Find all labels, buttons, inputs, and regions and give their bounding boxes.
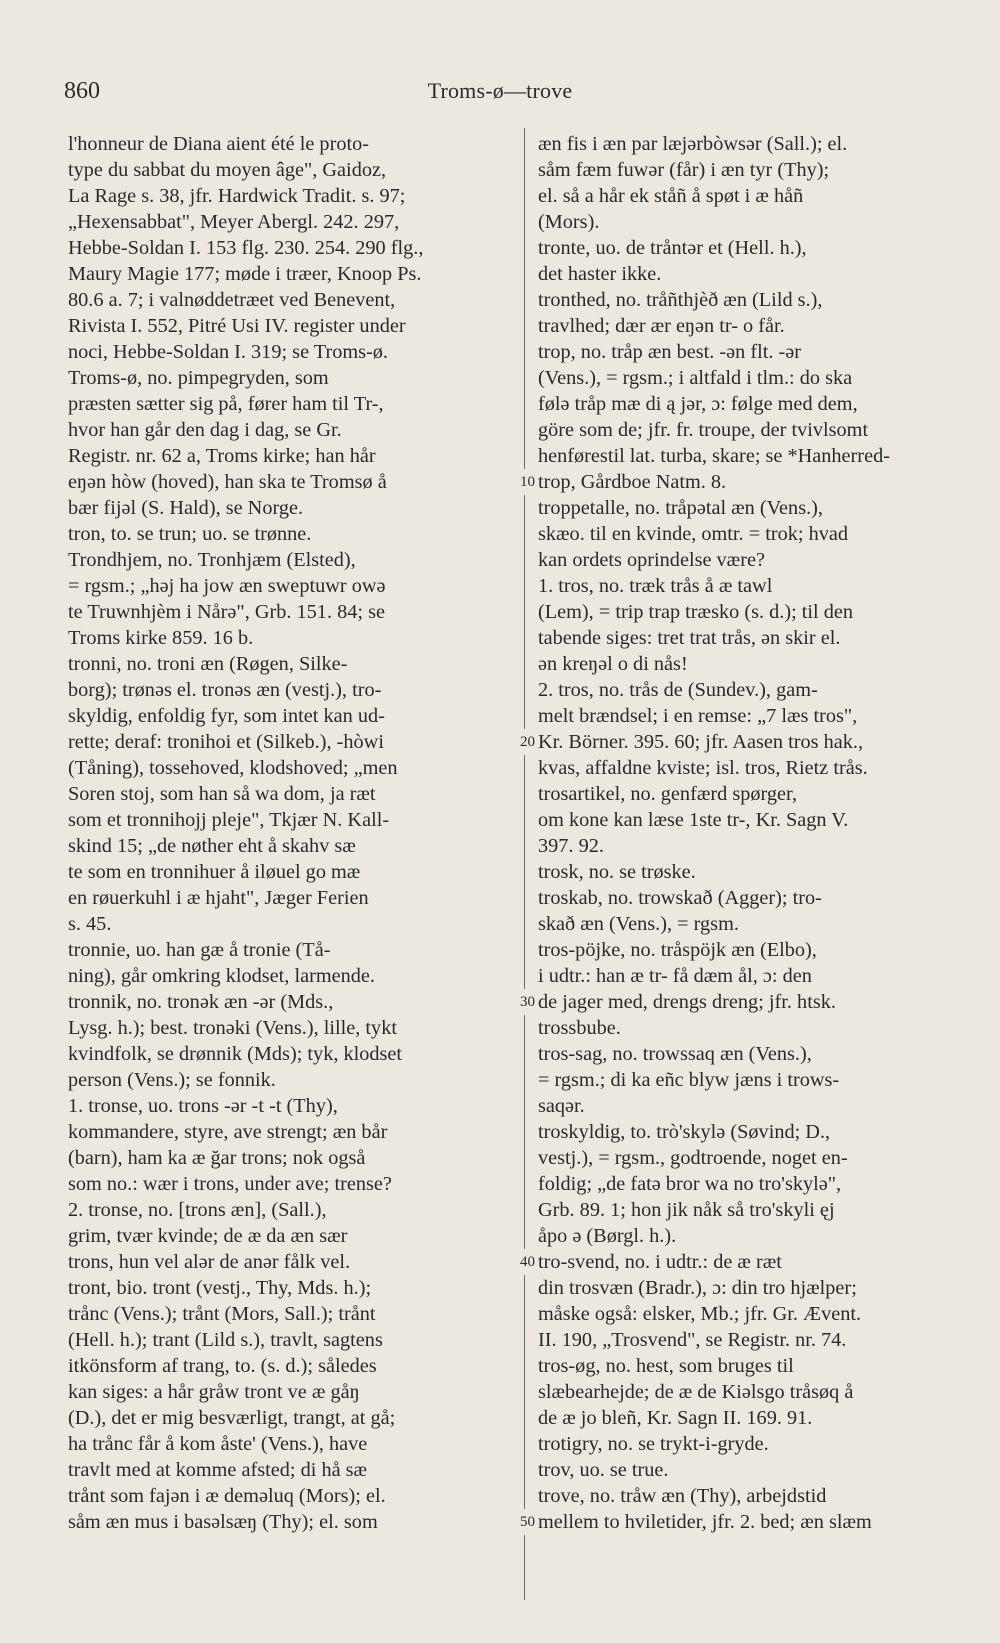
right-column-line: 397. 92.: [538, 835, 604, 857]
left-column-line: = rgsm.; „həj ha jow æn sweptuwr owə: [68, 575, 386, 597]
left-column-line: trånc (Vens.); trånt (Mors, Sall.); trånt: [68, 1303, 376, 1325]
right-column-line: tro-svend, no. i udtr.: de æ ræt: [538, 1251, 782, 1273]
left-column-line: ha trånc får å kom åste' (Vens.), have: [68, 1433, 368, 1455]
right-column-line: vestj.), = rgsm., godtroende, noget en-: [538, 1147, 848, 1169]
right-column-line: slæbearhejde; de æ de Kiəlsgo tråsøq å: [538, 1381, 854, 1403]
right-column-line: (Vens.), = rgsm.; i altfald i tlm.: do ska: [538, 367, 853, 389]
left-column-line: l'honneur de Diana aient été le proto-: [68, 133, 369, 155]
right-column-line: trossbube.: [538, 1017, 621, 1039]
right-column-line: kvas, affaldne kviste; isl. tros, Rietz trås.: [538, 757, 868, 779]
right-column-line: tros-sag, no. trowssaq æn (Vens.),: [538, 1043, 812, 1065]
right-column-line: i udtr.: han æ tr- få dæm ål, ɔ: den: [538, 965, 812, 987]
right-column-line: om kone kan læse 1ste tr-, Kr. Sagn V.: [538, 809, 849, 831]
left-column-line: ning), går omkring klodset, larmende.: [68, 965, 375, 987]
right-column-line: saqər.: [538, 1095, 585, 1117]
line-number-marker: 50: [499, 1509, 537, 1535]
left-column-line: te Truwnhjèm i Nårə", Grb. 151. 84; se: [68, 601, 385, 623]
left-column-line: te som en tronnihuer å iløuel go mæ: [68, 861, 361, 883]
line-number-marker: 30: [499, 989, 537, 1015]
left-column-line: (Tåning), tossehoved, klodshoved; „men: [68, 757, 398, 779]
left-column-line: Maury Magie 177; møde i træer, Knoop Ps.: [68, 263, 422, 285]
right-column-line: henførestil lat. turba, skare; se *Hanherred-: [538, 445, 890, 467]
column-divider: [524, 128, 525, 1600]
left-column-line: hvor han går den dag i dag, se Gr.: [68, 419, 342, 441]
left-column-line: 2. tronse, no. [trons æn], (Sall.),: [68, 1199, 327, 1221]
left-column-line: borg); trønəs el. tronəs æn (vestj.), tro-: [68, 679, 382, 701]
line-number-marker: 10: [499, 469, 537, 495]
right-column-line: trosartikel, no. genfærd spørger,: [538, 783, 798, 805]
left-column-line: Trondhjem, no. Tronhjæm (Elsted),: [68, 549, 356, 571]
right-column-line: tronthed, no. tråñthjèð æn (Lild s.),: [538, 289, 823, 311]
left-column-line: Lysg. h.); best. tronəki (Vens.), lille, tykt: [68, 1017, 397, 1039]
left-column-line: Rivista I. 552, Pitré Usi IV. register under: [68, 315, 406, 337]
left-column-line: såm æn mus i basəlsæŋ (Thy); el. som: [68, 1511, 378, 1533]
left-column: [68, 131, 512, 1535]
right-column-line: følə tråp mæ di ą jər, ɔ: følge med dem,: [538, 393, 858, 415]
left-column-line: trons, hun vel alər de anər fålk vel.: [68, 1251, 351, 1273]
right-column-line: trosk, no. se trøske.: [538, 861, 696, 883]
left-column-line: rette; deraf: tronihoi et (Silkeb.), -hòwi: [68, 731, 384, 753]
left-column-line: person (Vens.); se fonnik.: [68, 1069, 276, 1091]
right-column-line: ən kreŋəl o di nås!: [538, 653, 688, 675]
left-column-line: Hebbe-Soldan I. 153 flg. 230. 254. 290 flg.,: [68, 237, 424, 259]
left-column-line: tron, to. se trun; uo. se trønne.: [68, 523, 312, 545]
left-column-line: „Hexensabbat", Meyer Abergl. 242. 297,: [68, 211, 400, 233]
right-column-line: foldig; „de fatə bror wa no tro'skylə",: [538, 1173, 842, 1195]
right-column-line: II. 190, „Trosvend", se Registr. nr. 74.: [538, 1329, 847, 1351]
right-column-line: tros-øg, no. hest, som bruges til: [538, 1355, 794, 1377]
right-column-line: skað æn (Vens.), = rgsm.: [538, 913, 739, 935]
right-column-line: el. så a hår ek ståñ å spøt i æ håñ: [538, 185, 804, 207]
right-column-line: de jager med, drengs dreng; jfr. htsk.: [538, 991, 836, 1013]
left-column-line: itkönsform af trang, to. (s. d.); således: [68, 1355, 377, 1377]
right-column-line: trov, uo. se true.: [538, 1459, 669, 1481]
left-column-line: en røuerkuhl i æ hjaht", Jæger Ferien: [68, 887, 369, 909]
left-column-line: som et tronnihojj pleje", Tkjær N. Kall-: [68, 809, 390, 831]
left-column-line: bær fijəl (S. Hald), se Norge.: [68, 497, 304, 519]
right-column-line: melt brændsel; i en remse: „7 læs tros",: [538, 705, 858, 727]
right-column-line: Grb. 89. 1; hon jik nåk så tro'skyli ęj: [538, 1199, 835, 1221]
left-column-line: La Rage s. 38, jfr. Hardwick Tradit. s. 97;: [68, 185, 406, 207]
left-column-line: tronnik, no. tronək æn -ər (Mds.,: [68, 991, 334, 1013]
left-column-line: s. 45.: [68, 913, 112, 935]
running-head: Troms-ø—trove: [427, 78, 573, 103]
right-column: [538, 131, 938, 1535]
right-column-line: trop, Gårdboe Natm. 8.: [538, 471, 727, 493]
right-column-line: åpo ə (Børgl. h.).: [538, 1225, 677, 1247]
left-column-line: travlt med at komme afsted; di hå sæ: [68, 1459, 368, 1481]
line-number-marker: 40: [499, 1249, 537, 1275]
right-column-line: trop, no. tråp æn best. -ən flt. -ər: [538, 341, 802, 363]
right-column-line: din trosvæn (Bradr.), ɔ: din tro hjælper;: [538, 1277, 857, 1299]
right-column-line: troppetalle, no. tråpətal æn (Vens.),: [538, 497, 823, 519]
left-column-line: noci, Hebbe-Soldan I. 319; se Troms-ø.: [68, 341, 388, 363]
left-column-line: tront, bio. tront (vestj., Thy, Mds. h.);: [68, 1277, 372, 1299]
left-column-line: kvindfolk, se drønnik (Mds); tyk, klodset: [68, 1043, 403, 1065]
right-column-line: kan ordets oprindelse være?: [538, 549, 765, 571]
right-column-line: æn fis i æn par læjərbòwsər (Sall.); el.: [538, 133, 848, 155]
right-column-line: (Lem), = trip trap træsko (s. d.); til den: [538, 601, 854, 623]
left-column-line: præsten sætter sig på, fører ham til Tr-,: [68, 393, 384, 415]
right-column-line: trotigry, no. se trykt-i-gryde.: [538, 1433, 769, 1455]
right-column-line: måske også: elsker, Mb.; jfr. Gr. Ævent.: [538, 1303, 862, 1325]
right-column-line: tronte, uo. de tråntər et (Hell. h.),: [538, 237, 807, 259]
right-column-line: såm fæm fuwər (får) i æn tyr (Thy);: [538, 159, 830, 181]
left-column-line: 80.6 a. 7; i valnøddetræet ved Benevent,: [68, 289, 396, 311]
left-column-line: Registr. nr. 62 a, Troms kirke; han hår: [68, 445, 376, 467]
right-column-line: de æ jo bleñ, Kr. Sagn II. 169. 91.: [538, 1407, 813, 1429]
page-number: 860: [64, 78, 100, 104]
left-column-line: skyldig, enfoldig fyr, som intet kan ud-: [68, 705, 385, 727]
left-column-line: kan siges: a hår gråw tront ve æ gåŋ: [68, 1381, 360, 1403]
left-column-line: Troms kirke 859. 16 b.: [68, 627, 254, 649]
left-column-line: trånt som fajən i æ deməluq (Mors); el.: [68, 1485, 386, 1507]
right-column-line: troskyldig, to. trò'skylə (Søvind; D.,: [538, 1121, 831, 1143]
right-column-line: trove, no. tråw æn (Thy), arbejdstid: [538, 1485, 827, 1507]
right-column-line: = rgsm.; di ka eñc blyw jæns i trows-: [538, 1069, 840, 1091]
left-column-line: Soren stoj, som han så wa dom, ja ræt: [68, 783, 376, 805]
right-column-line: skæo. til en kvinde, omtr. = trok; hvad: [538, 523, 849, 545]
left-column-line: som no.: wær i trons, under ave; trense?: [68, 1173, 392, 1195]
right-column-line: tabende siges: tret trat trås, ən skir el.: [538, 627, 841, 649]
right-column-line: 2. tros, no. trås de (Sundev.), gam-: [538, 679, 818, 701]
right-column-line: 1. tros, no. træk trås å æ tawl: [538, 575, 773, 597]
right-column-line: troskab, no. trowskað (Agger); tro-: [538, 887, 822, 909]
line-number-marker: 20: [499, 729, 537, 755]
right-column-line: det haster ikke.: [538, 263, 662, 285]
left-column-line: Troms-ø, no. pimpegryden, som: [68, 367, 329, 389]
left-column-line: tronni, no. troni æn (Røgen, Silke-: [68, 653, 348, 675]
left-column-line: tronnie, uo. han gæ å tronie (Tå-: [68, 939, 331, 961]
left-column-line: skind 15; „de nøther eht å skahv sæ: [68, 835, 356, 857]
right-column-line: göre som de; jfr. fr. troupe, der tvivlsomt: [538, 419, 869, 441]
left-column-line: 1. tronse, uo. trons -ər -t -t (Thy),: [68, 1095, 338, 1117]
right-column-line: tros-pöjke, no. tråspöjk æn (Elbo),: [538, 939, 817, 961]
left-column-line: grim, tvær kvinde; de æ da æn sær: [68, 1225, 348, 1247]
right-column-line: travlhed; dær ær eŋən tr- o får.: [538, 315, 785, 337]
left-column-line: (barn), ham ka æ ğar trons; nok også: [68, 1147, 366, 1169]
right-column-line: Kr. Börner. 395. 60; jfr. Aasen tros hak.,: [538, 731, 864, 753]
right-column-line: (Mors).: [538, 211, 600, 233]
left-column-line: (D.), det er mig besværligt, trangt, at gå;: [68, 1407, 396, 1429]
left-column-line: eŋən hòw (hoved), han ska te Tromsø å: [68, 471, 387, 493]
left-column-line: type du sabbat du moyen âge", Gaidoz,: [68, 159, 387, 181]
left-column-line: kommandere, styre, ave strengt; æn bår: [68, 1121, 388, 1143]
left-column-line: (Hell. h.); trant (Lild s.), travlt, sagtens: [68, 1329, 383, 1351]
right-column-line: mellem to hviletider, jfr. 2. bed; æn slæm: [538, 1511, 872, 1533]
